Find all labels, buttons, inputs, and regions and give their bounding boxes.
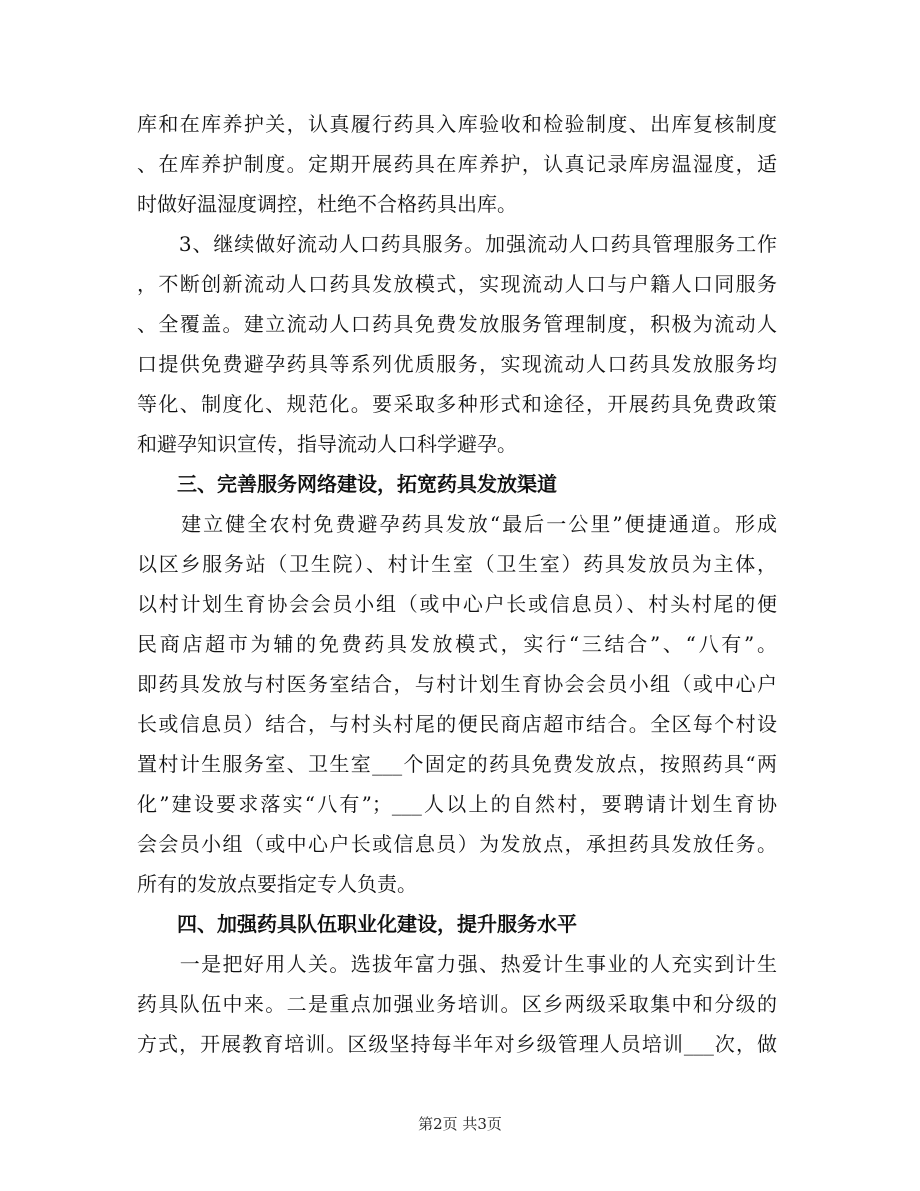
text-line: 以村计划生育协会会员小组（或中心户长或信息员）、村头村尾的便 — [137, 592, 777, 616]
text-line: 口提供免费避孕药具等系列优质服务，实现流动人口药具发放服务均 — [137, 352, 777, 376]
text-line: 长或信息员）结合，与村头村尾的便民商店超市结合。全区每个村设 — [137, 712, 777, 736]
text-line: 方式，开展教育培训。区级坚持每半年对乡级管理人员培训___次，做 — [137, 1032, 777, 1056]
text-line: 民商店超市为辅的免费药具发放模式，实行“三结合”、“八有”。 — [137, 632, 777, 656]
text-line: 一是把好用人关。选拔年富力强、热爱计生事业的人充实到计生 — [137, 952, 777, 976]
text-line: 时做好温湿度调控，杜绝不合格药具出库。 — [137, 192, 517, 216]
text-line: 、在库养护制度。定期开展药具在库养护，认真记录库房温湿度，适 — [137, 152, 777, 176]
text-line: 库和在库养护关，认真履行药具入库验收和检验制度、出库复核制度 — [137, 112, 777, 136]
text-line: 药具队伍中来。二是重点加强业务培训。区乡两级采取集中和分级的 — [137, 992, 777, 1016]
text-line: 会会员小组（或中心户长或信息员）为发放点，承担药具发放任务。 — [137, 832, 777, 856]
text-line: 以区乡服务站（卫生院）、村计生室（卫生室）药具发放员为主体， — [137, 552, 777, 576]
text-line: 、全覆盖。建立流动人口药具免费发放服务管理制度，积极为流动人 — [137, 312, 777, 336]
section-heading: 三、完善服务网络建设，拓宽药具发放渠道 — [177, 472, 557, 496]
text-line: 即药具发放与村医务室结合，与村计划生育协会会员小组（或中心户 — [137, 672, 777, 696]
document-body — [137, 104, 777, 1064]
text-line: 建立健全农村免费避孕药具发放“最后一公里”便捷通道。形成 — [137, 512, 777, 536]
text-line: 和避孕知识宣传，指导流动人口科学避孕。 — [137, 432, 517, 456]
text-line: 所有的发放点要指定专人负责。 — [137, 872, 417, 896]
text-line: ，不断创新流动人口药具发放模式，实现流动人口与户籍人口同服务 — [137, 272, 777, 296]
page-footer: 第2页 共3页 — [418, 1115, 502, 1133]
text-line: 化”建设要求落实“八有”；___人以上的自然村，要聘请计划生育协 — [137, 792, 777, 816]
text-line: 置村计生服务室、卫生室___个固定的药具免费发放点，按照药具“两 — [137, 752, 777, 776]
section-heading: 四、加强药具队伍职业化建设，提升服务水平 — [177, 912, 577, 936]
text-line: 3、继续做好流动人口药具服务。加强流动人口药具管理服务工作 — [137, 232, 777, 256]
text-line: 等化、制度化、规范化。要采取多种形式和途径，开展药具免费政策 — [137, 392, 777, 416]
